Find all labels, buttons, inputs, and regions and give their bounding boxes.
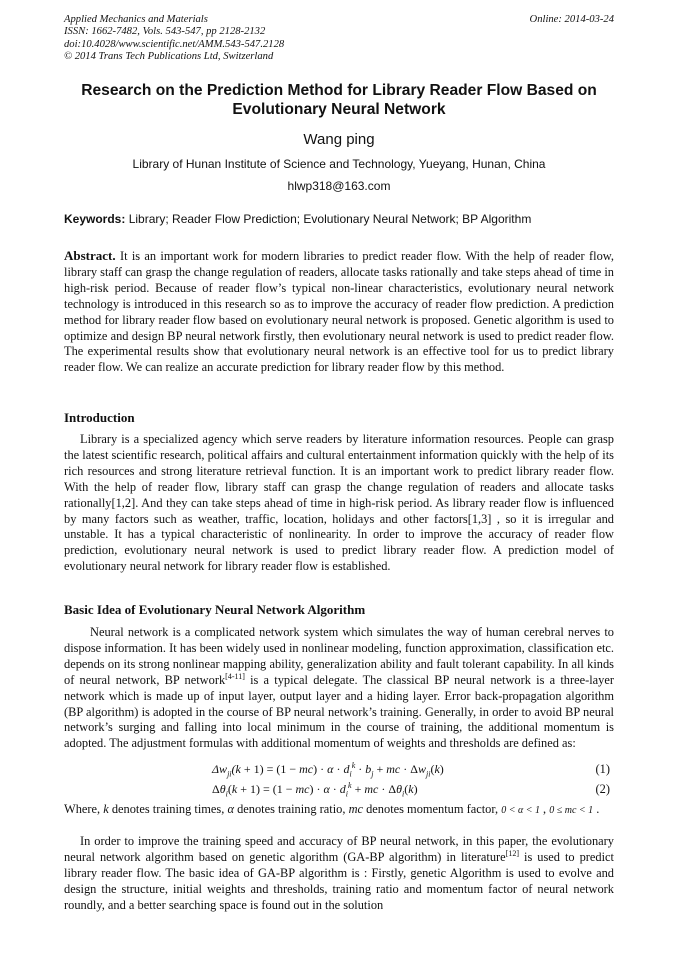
ga-citation: [12] (505, 848, 520, 858)
equation-number-1: (1) (595, 762, 610, 776)
where-text-f: . (593, 802, 600, 816)
alpha-condition: 0 < α < 1 (501, 805, 540, 816)
author-email: hlwp318@163.com (287, 179, 391, 193)
online-date: Online: 2014-03-24 (529, 14, 614, 25)
var-k: k (103, 802, 109, 816)
equation-number-2: (2) (595, 782, 610, 796)
keywords-label: Keywords: (64, 212, 126, 226)
ga-text-a: In order to improve the training speed and accuracy of BP neural network, in this paper, the evolutionary neural network algorithm based on genetic algorithm (GA-BP algorithm) in literature (64, 834, 614, 864)
abstract-label: Abstract. (64, 248, 116, 263)
basic-idea-text-a: Neural network is a complicated network system which simulates the way of human cerebral nerves to dispose information. It has been widely used in nonlinear modeling, function approximation, classification etc. depends on its strong nonlinear mapping ability, generalization ability and fault tolerant capability. In all kinds of neural network, BP network (64, 625, 614, 687)
ga-bp-paragraph (64, 834, 614, 914)
basic-idea-text-b: is a typical delegate. The classical BP neural network is a three-layer network which is made up of input layer, output layer and a hiding layer. Error back-propagation algorithm (BP algorithm) is adopted in the course of BP neural network’s training. Generally, in order to avoid BP neural network’s surging and falling into local minimum in the course of training, the additional momentum is adopted. The adjustment formulas with additional momentum of weights and thresholds are defined as: (64, 672, 614, 751)
equation-threshold-update: $\Delta\theta_i(k + 1) = (1 - mc) \cdot \alpha \cdot d_i^k$ + mc · $\Delta\theta_i(k)$ (212, 781, 418, 799)
var-alpha: α (227, 802, 234, 816)
author-affiliation: Library of Hunan Institute of Science and Technology, Yueyang, Hunan, China (132, 157, 546, 171)
introduction-paragraph: Library is a specialized agency which serve readers by literature information resources. People can grasp the latest scientific research, political affairs and cultural entertainment information quickly with the help of its rich resources and strong literature retrieval function. It is an important work to predict library reader flow. With the help of reader flow, library staff can grasp the change regulation of readers and allocate tasks rationally[1,2]. And they can take steps ahead of time in high-risk period. As library reader flow is influenced by many factors such as weather, traffic, location, holidays and other factors[1,3] , so it is irregular and unstable. It has a typical characteristic of nonlinearity. In order to improve the accuracy of reader flow prediction, evolutionary neural network is used to predict library reader flow. A prediction model of evolutionary neural network for library reader flow is established. (64, 432, 614, 574)
variable-definitions (64, 802, 614, 819)
where-text-c: denotes training ratio, (233, 802, 349, 816)
copyright-line: © 2014 Trans Tech Publications Ltd, Switzerland (64, 51, 274, 63)
where-text-e: , (539, 802, 550, 816)
where-text-a: Where, (64, 802, 104, 816)
journal-name: Applied Mechanics and Materials (64, 14, 208, 25)
issn-line: ISSN: 1662-7482, Vols. 543-547, pp 2128-2132 (64, 26, 266, 38)
where-text-d: denotes momentum factor, (363, 802, 502, 816)
abstract-text: It is an important work for modern libraries to predict reader flow. With the help of reader flow, library staff can grasp the change regulation of readers, allocate tasks rationally and take steps ahead of time in high-risk period. Because of reader flow’s typical non-linear characteristics, evolutionary neural network technology is introduced in this research so as to improve the accuracy of reader flow prediction. A prediction method for library reader flow based on evolutionary neural network is proposed. Genetic algorithm is used to optimize and design BP neural network firstly, then evolutionary neural network is used to predict reader flow. The experimental results show that evolutionary neural network is an effective tool for us to predict library reader flow. We can realize an accurate prediction for library reader flow by this method. (64, 249, 614, 375)
mc-condition: 0 ≤ mc < 1 (549, 805, 594, 816)
journal-metadata (64, 14, 284, 64)
introduction-heading: Introduction (64, 410, 135, 425)
keywords-line (64, 212, 614, 226)
basic-idea-heading: Basic Idea of Evolutionary Neural Network Algorithm (64, 602, 366, 617)
author-name: Wang ping (303, 131, 375, 148)
equation-weight-update: $\Delta w_{ji}(k + 1) = (1 - mc) \cdot \alpha \cdot d_i^k \cdot b_j$ + mc · $\Delta w_{ji}(k)$ (212, 761, 444, 779)
ga-text-b: is used to predict library reader flow. The basic idea of GA-BP algorithm is : Firstly, genetic Algorithm is used to evolve and design the structure, initial weights and thresholds, training ratio and momentum factor of neural network roundly, and a better searching space is found out in the solution (64, 849, 614, 912)
keywords-text: Library; Reader Flow Prediction; Evolutionary Neural Network; BP Algorithm (125, 212, 532, 226)
doi-line: doi:10.4028/www.scientific.net/AMM.543-547.2128 (64, 38, 285, 50)
basic-idea-citation: [4-11] (225, 671, 245, 681)
paper-title: Research on the Prediction Method for Library Reader Flow Based on Evolutionary Neural Network (81, 82, 597, 118)
basic-idea-paragraph (64, 625, 614, 752)
where-text-b: denotes training times, (108, 802, 228, 816)
var-mc: mc (348, 802, 364, 816)
abstract-paragraph (64, 248, 614, 376)
